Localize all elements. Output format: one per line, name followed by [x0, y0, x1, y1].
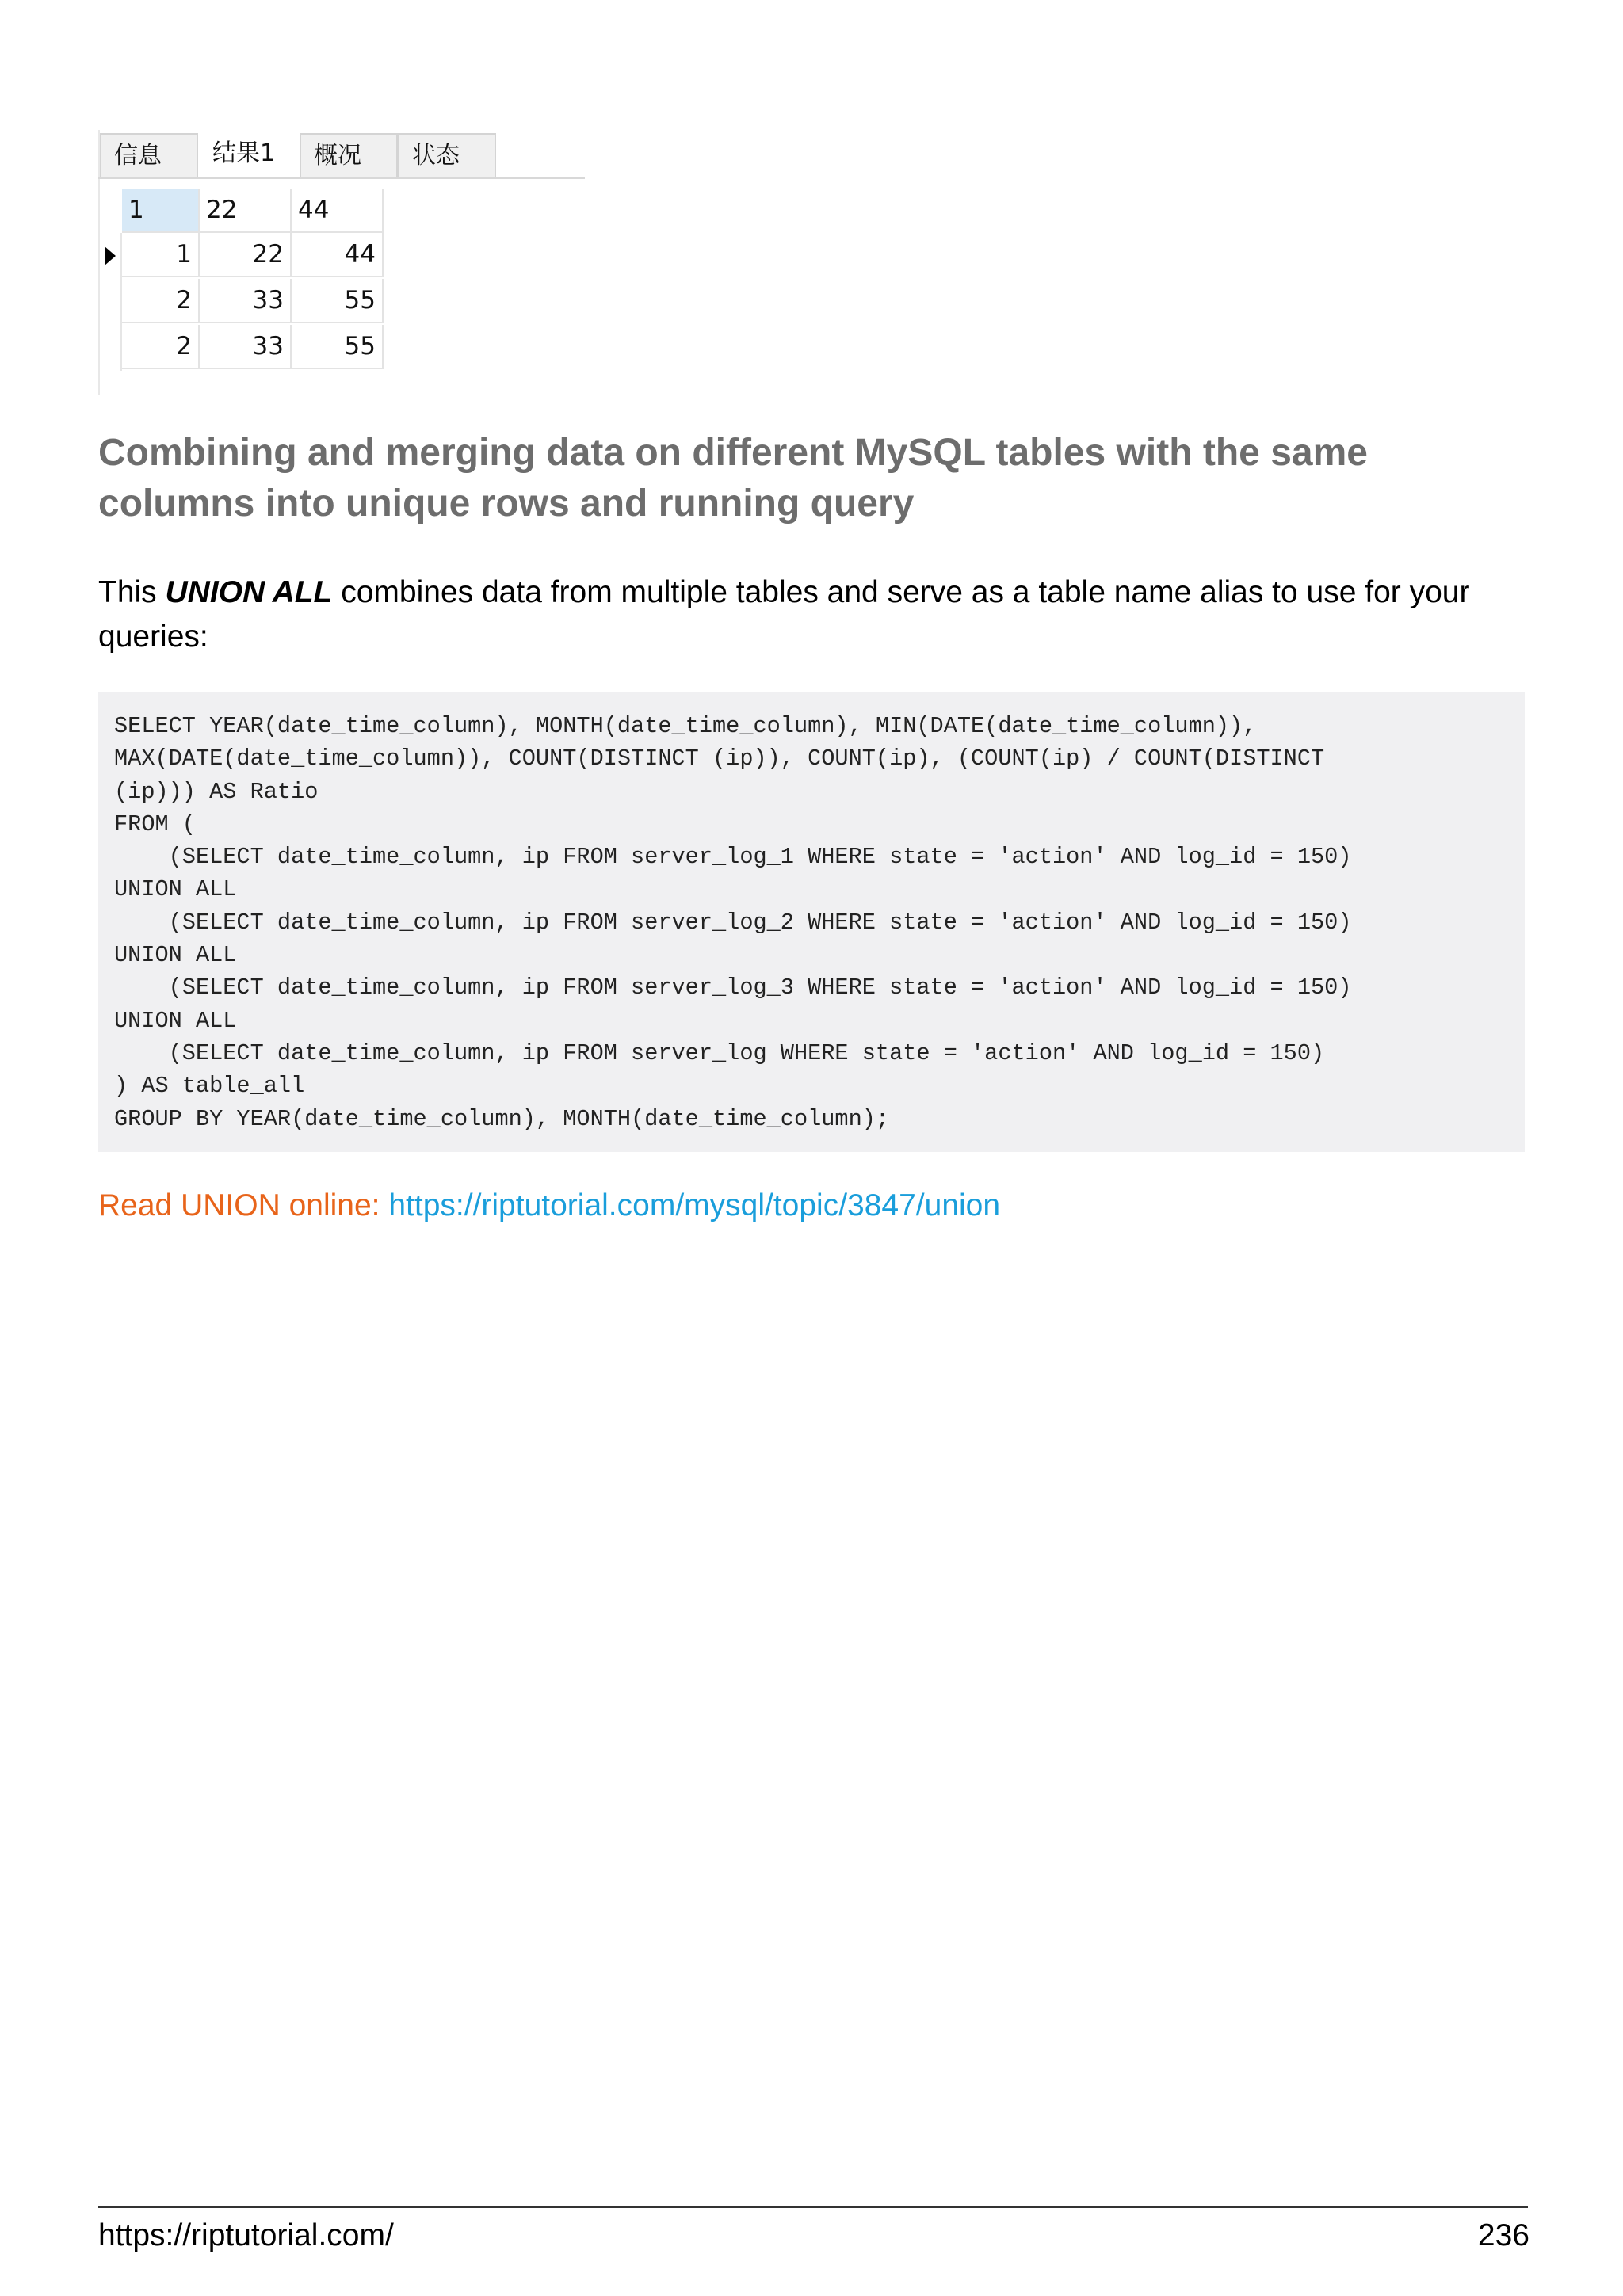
tab-info[interactable]: 信息: [100, 133, 198, 177]
tab-overview[interactable]: 概况: [300, 133, 398, 177]
row-selector[interactable]: [98, 279, 122, 325]
column-header-3[interactable]: 44: [292, 189, 384, 233]
tab-status[interactable]: 状态: [398, 133, 496, 177]
column-header-1[interactable]: 1: [122, 189, 200, 233]
tab-baseline: [98, 177, 585, 179]
para-text-start: This: [98, 575, 166, 609]
read-online-line: [98, 1184, 1525, 1228]
row-selector[interactable]: [98, 325, 122, 371]
table-cell[interactable]: 55: [292, 279, 384, 323]
table-cell[interactable]: 33: [200, 325, 292, 369]
table-cell[interactable]: 33: [200, 279, 292, 323]
sql-code: SELECT YEAR(date_time_column), MONTH(date_time_column), MIN(DATE(date_time_column)), MAX(DATE(date_time_column)), COUNT(DISTINCT (ip)), COUNT(ip), (COUNT(ip) / COUNT(DISTINCT (ip))) AS Ratio FROM ( (SELECT date_time_column, ip FROM server_log_1 WHERE state = 'action' AND log_id = 150) UNION ALL (SELECT date_time_column, ip FROM server_log_2 WHERE state = 'action' AND log_id = 150) UNION ALL (SELECT date_time_column, ip FROM server_log_3 WHERE state = 'action' AND log_id = 150) UNION ALL (SELECT date_time_column, ip FROM server_log WHERE state = 'action' AND log_id = 150) ) AS table_all GROUP BY YEAR(date_time_column), MONTH(date_time_column);: [114, 713, 1352, 1132]
table-cell[interactable]: 2: [122, 279, 200, 323]
read-online-prefix: Read UNION online:: [98, 1188, 389, 1222]
footer-divider: [98, 2206, 1528, 2208]
table-cell[interactable]: 55: [292, 325, 384, 369]
topic-link[interactable]: https://riptutorial.com/mysql/topic/3847/union: [388, 1188, 1001, 1222]
row-selector[interactable]: [98, 233, 122, 279]
column-header-2[interactable]: 22: [200, 189, 292, 233]
tab-result-1[interactable]: 结果1: [198, 130, 300, 179]
page-number: 236: [1477, 2218, 1529, 2252]
table-cell[interactable]: 22: [200, 233, 292, 277]
result-tabs: [98, 130, 585, 179]
current-row-arrow-icon: [105, 246, 116, 265]
para-text-end: combines data from multiple tables and serve as a table name alias to use for your queries:: [98, 575, 1470, 654]
table-cell[interactable]: 44: [292, 233, 384, 277]
union-all-emphasis: UNION ALL: [165, 575, 333, 609]
section-heading: Combining and merging data on different MySQL tables with the same columns into unique rows and running query: [98, 432, 1368, 524]
table-cell[interactable]: 2: [122, 325, 200, 369]
footer-site-url: https://riptutorial.com/: [98, 2218, 394, 2252]
result-grid-screenshot: [98, 130, 585, 395]
intro-paragraph: [98, 570, 1541, 659]
table-cell[interactable]: 1: [122, 233, 200, 277]
code-block: [98, 692, 1525, 1152]
